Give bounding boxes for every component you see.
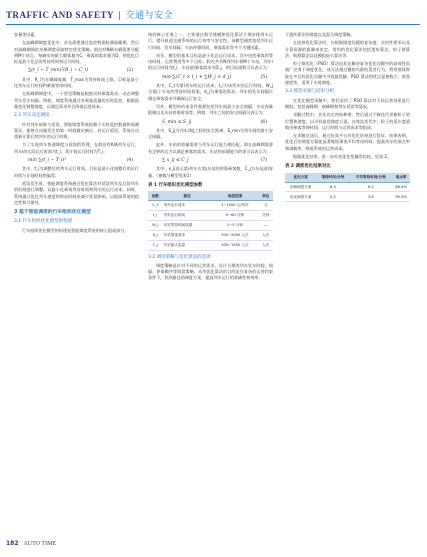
paragraph: 在优化模型求解中，我们采用了 PSO 算法对不同运营场景进行模拟，包括高峰期、低峰期和列车延误等情况。 (285, 97, 410, 109)
table-cell: 列车运行时间 (163, 211, 212, 221)
table-cell: 人次 (258, 240, 273, 250)
table-cell: — (258, 220, 273, 230)
table-header-cell: 单位 (258, 191, 273, 200)
column-3 (285, 32, 410, 206)
table-header-cell: 参数 (148, 191, 163, 200)
table-cell: 5.2 (316, 192, 349, 202)
table-cell: 95.3% (392, 192, 410, 202)
table-cell: 1~5 分钟 (211, 220, 258, 230)
subsection-heading: 3.2 调度策略与优化算法的选择 (148, 254, 211, 260)
equation-number: (6) (260, 119, 267, 125)
table-cell: 车站等待时间权重 (163, 220, 212, 230)
paragraph: 其中，x_ij表示第i列车在第j车站的停靠乘客数，C_j为车站j的容量。（参数与模型见表1） (148, 166, 273, 178)
paragraph: 其中，S_ij为列车i和j之间的安全距离，S_min为列车间的最小安全间隔。 (148, 127, 273, 140)
table-2-caption: 表 2 调度优化结果对比 (285, 164, 331, 170)
table-1-caption: 表 1 行车组织优化模型参数 (148, 182, 203, 188)
table-cell: 1~1000 元/列车 (211, 201, 258, 211)
table-row (285, 192, 410, 202)
table-cell: 500~2000 人次 (211, 230, 258, 240)
equation-6 (148, 119, 273, 127)
paragraph: 粒子群优化（PSO）算法因其在解决复杂优化问题中的高效性而被广泛用于调度优化。该方法通过模拟鸟群的觅食行为，利用群体智能在多目标优化问题中寻找最优解。PSO 算法的优点是参数少、收敛速度快，适用于实时调度。 (285, 61, 410, 86)
subsection-heading: 3.1 行车组织优化模型的构建 (14, 219, 73, 225)
equation-body: ∑(t_i − T_min)²(R_i − C_i) (28, 68, 89, 74)
running-header (6, 8, 420, 22)
table-row (148, 230, 273, 240)
table-header-cell: 取值范围 (211, 191, 258, 200)
table-header-cell: 优化方案 (285, 173, 316, 182)
table-cell: 8.5 (316, 182, 349, 192)
journal-name: AUTO TIME (23, 541, 57, 547)
table-cell: C_j (148, 240, 163, 250)
equation-2 (14, 67, 139, 75)
table-header-row (285, 173, 410, 182)
header-rule (6, 24, 420, 25)
paragraph: 延误发生时，智能调度系统通过优化算法对延误列车及后续列车的时刻进行调整，以最小化乘客等待时间和列车的运行成本。同时，系统通过优化列车速度和停站时间来减少延误影响，以提高系统的稳定性和可靠性。 (14, 180, 139, 205)
table-cell: W_j (148, 220, 163, 230)
equation-7 (148, 157, 273, 165)
equation-body: ∑ x_ij ≤ C_j (162, 158, 189, 164)
paragraph: 容量等因素。 (14, 32, 39, 37)
table-header-row (148, 191, 273, 200)
table-cell: 优化调度方案 (285, 192, 316, 202)
subsection-heading: 2.3 列车动态调度 (14, 113, 50, 119)
paragraph: 另外，模型的约束条件需要包括列车间最小安全间隔、车站容量限制以及车站停靠时间等。例如，列车之间的安全间隔可表示为： (148, 103, 273, 116)
table-1 (148, 191, 273, 250)
table-cell: 88.4% (392, 182, 410, 192)
paragraph: 调度策略是针对不同的运营需求，设计合理的列车发车时间、间隔、停靠顺序等调度策略。采用优化算法的目的是在复杂的运营约束条件下，找到最佳的调度方案，提高列车运行的准确性和效率。 (148, 262, 273, 281)
paragraph: 此外，车站的容量需要与列车运行能力相匹配，即在高峰期需要有足够的运力以满足乘客的需求。车站的承载能力约束可以表示为： (148, 142, 273, 154)
paragraph: 求解过程中，首先设定初始种群，然后通过不断迭代更新粒子的位置和速度，以寻找最优调度方案。在每次迭代中，粒子的适应度函数由乘客等待时间、运行时间与运营成本等组成。 (285, 112, 410, 130)
table-header-cell: 等待时间/分钟 (316, 173, 349, 182)
equation-body: S_min ≤ S_ij (162, 119, 192, 125)
table-row (148, 201, 273, 211)
paragraph: 根据优化结果，进一步补充优化变量的比较，见表 2。 (293, 154, 392, 160)
paragraph: 于遗传算法的调度以及混合调度策略。 (285, 32, 355, 37)
table-cell: 人次 (258, 230, 273, 240)
paragraph: 在选择优化算法时，应根据调度问题的复杂度、实时性要求以及计算资源的限制来决定。常用的优化算法包括遗传算法、粒子群算法、蚁群算法以及模拟退火算法等。 (285, 40, 410, 58)
table-cell: 列车运行成本 (163, 201, 212, 211)
paragraph: 首先，模型的基本目标是最小化总运行成本，其中包括乘客的等待时间、运营费用等多个目标。假设共有N列列车和M个车站，列车i的运行时间为t_i，车站j的乘客需求为D_j，则目标函数可以表示为： (148, 52, 273, 71)
equation-number: (7) (260, 158, 267, 164)
table-2 (285, 173, 410, 203)
table-row (285, 182, 410, 192)
table-cell: 500~1500 人次 (211, 240, 258, 250)
header-title-en: TRAFFIC AND SAFETY (6, 10, 114, 20)
equation-number: (2) (126, 68, 133, 74)
paragraph: 行车组织优化模型的构建是智能调度系统的核心组成部分。 (22, 227, 129, 233)
table-cell: 车站乘客需求 (163, 230, 212, 240)
header-title-cn: 交通与安全 (125, 10, 174, 20)
paragraph: 其中，C_t为第i列车的运行成本，t_i为该列车的运行时间，W_j为第j个车站的等待时间权重，d_j为乘客的需求。列车的发车间隔应满足乘客需求并确保运行安全。 (148, 83, 273, 101)
page-footer (6, 540, 56, 547)
table-header-cell: 平均等待时间/分钟 (349, 173, 392, 182)
table-cell: 5~60 分钟 (211, 211, 258, 221)
column-2 (148, 32, 273, 284)
table-row (148, 240, 273, 250)
paragraph: 针对列车故障与延误，智能调度系统依赖于实时监控数据和预测算法，能够在问题发生的第一时间做出响应。若运行延误，系统自动重新计算后续列车的运行时刻。 (14, 121, 139, 140)
table-cell: 6.2 (349, 182, 392, 192)
paragraph: 统的核心任务之一，主要通过数学建模和优化算法合理安排列车运行，提升轨道交通系统的运行效率与安全性。该模型通常包括列车运行时间、发车间隔、车站停靠时间、乘客需求等多个关键因素。 (148, 32, 273, 50)
table-cell: 初始调度方案 (285, 182, 316, 192)
paragraph: 在低峰期调度中，一个常见策略是根据实时乘客需求，动态调整列车发车间隔。例如，调度系统通过对乘客流量的实时监控，根据流量变化调整调度，以满足需求并且降低运营成本。 (14, 91, 139, 109)
subsection-heading: 3.3 模型求解与结果分析 (285, 89, 335, 95)
paragraph: 其中，t_i为调整后的列车运行时间。目标是最小化调整后的运行时间与计划时间的偏差。 (14, 166, 139, 178)
table-cell: 元 (258, 201, 273, 211)
equation-4 (14, 157, 139, 165)
header-separator: | (118, 10, 121, 20)
table-cell: d_j (148, 230, 163, 240)
equation-number: (5) (260, 74, 267, 80)
paragraph: 在求解完成后，通过仿真平台对优化结果进行验证。结果表明，优化后的调度方案能显著缩短乘客平均等待时间，提高列车的准点率和满载率，降低系统的运营成本。 (285, 133, 410, 151)
table-row (148, 211, 273, 221)
table-cell: 分钟 (258, 211, 273, 221)
table-cell: 3.8 (349, 192, 392, 202)
page-number: 182 (6, 540, 19, 547)
equation-5 (148, 74, 273, 82)
paragraph: 在高峰期调度优化中，首先需要通过监控数据检测高峰期，然后对高峰期间的车辆调度采取特定优化策略。假设有N辆车辆需要分配到M个站点，每辆车的最大载客量为C，乘客的需求量为D，则优化目标是最小化总的等待时间和运行时间。 (14, 40, 139, 65)
table-cell: 车站最大容量 (163, 240, 212, 250)
equation-body: min ∑(C_t × t_i + ∑W_j × d_j) (162, 74, 232, 80)
column-1 (14, 32, 139, 236)
paragraph: 为了实现列车快速调度与延误的管理，在假设有K辆列车运行，列车i的实际运行时间为t_i，其计划运行时间为T_i： (14, 142, 139, 154)
paragraph: 其中，R_i为车辆载客量，T_max为等待时间上限。目标是最小化列车运行时间和乘客等待时间。 (14, 76, 139, 89)
table-header-cell: 描述 (163, 191, 212, 200)
table-header-cell: 准点率 (392, 173, 410, 182)
table-cell: t_i (148, 211, 163, 221)
section-heading: 3 基于智能调度的行车组织优化模型 (14, 210, 91, 216)
table-row (148, 220, 273, 230)
equation-body: min ∑(t_i − T_i)² (28, 158, 67, 164)
table-cell: C_t (148, 201, 163, 211)
equation-number: (4) (126, 158, 133, 164)
